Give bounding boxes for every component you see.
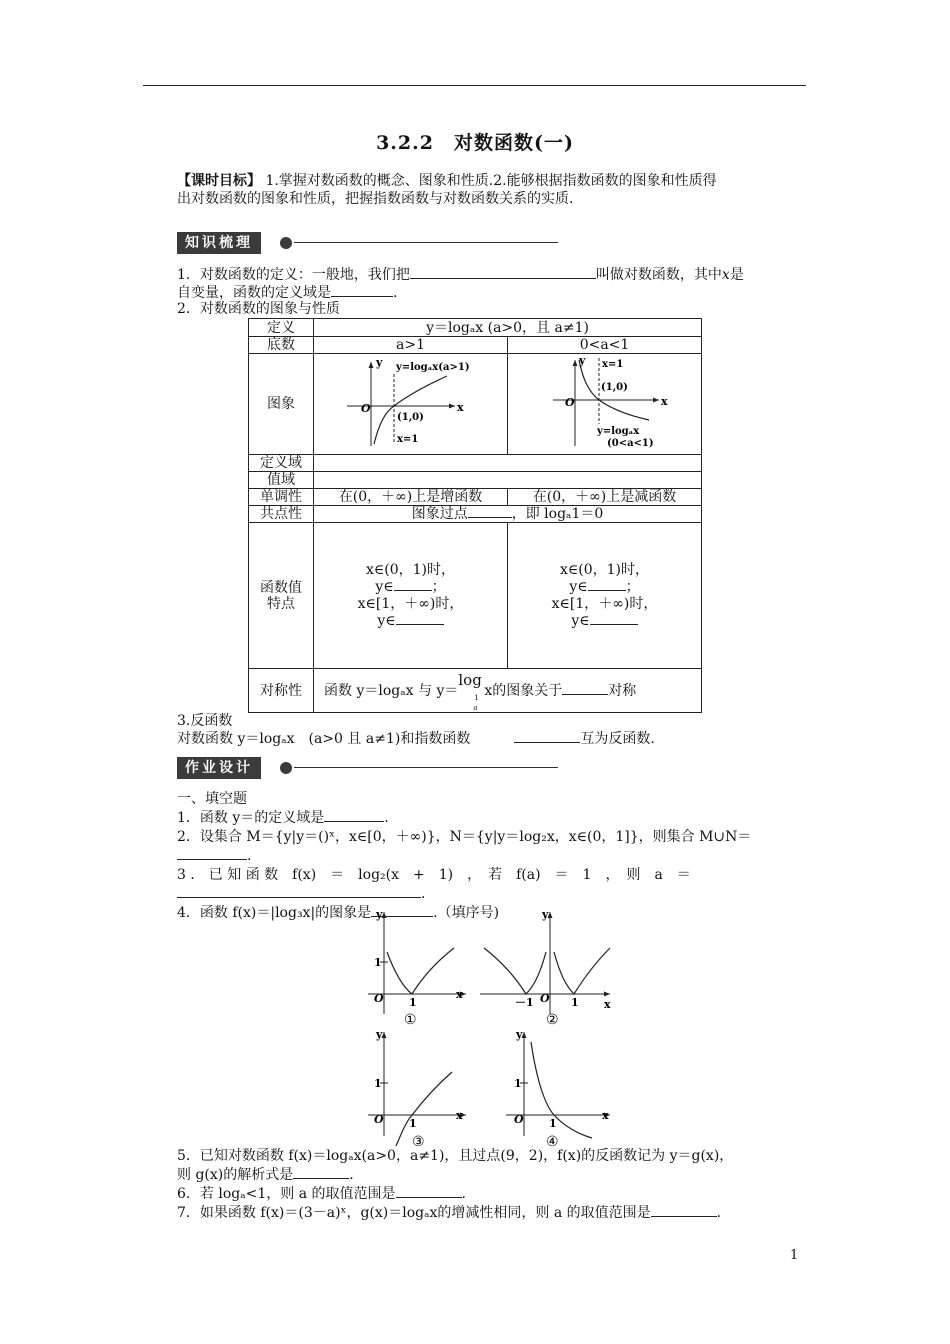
section-homework-label: 作业设计 <box>177 757 261 779</box>
answer-blank[interactable] <box>396 1197 462 1198</box>
exercise-heading: 一、填空题 <box>177 791 247 807</box>
svg-text:1: 1 <box>374 956 382 969</box>
question-4: 4．函数 f(x)＝|log₃x|的图象是 .（填序号) <box>177 905 500 921</box>
lesson-goal <box>177 172 807 208</box>
svg-text:1: 1 <box>409 1117 417 1130</box>
row-label-domain: 定义域 <box>249 455 314 472</box>
svg-text:y=logₐx: y=logₐx <box>596 426 639 437</box>
answer-blank[interactable] <box>293 1178 349 1179</box>
svg-text:(0<a<1): (0<a<1) <box>606 438 654 449</box>
svg-text:O: O <box>374 1113 384 1126</box>
row-label-monotonicity: 单调性 <box>249 489 314 506</box>
question-6: 6．若 logₐ<1，则 a 的取值范围是 . <box>177 1186 466 1202</box>
page-title: 3.2.2 对数函数(一) <box>376 132 574 154</box>
question-2: 2．设集合 M＝{y|y＝()ˣ，x∈[0，＋∞)}，N＝{y|y＝log₂x，x∈(0，1]}，则集合 M∪N＝ <box>177 829 752 845</box>
graph-increasing <box>314 354 508 455</box>
definition-value: y＝logₐx (a>0，且 a≠1) <box>314 319 702 337</box>
knowledge-item-1: 1．对数函数的定义：一般地，我们把 叫做对数函数，其中x是 自变量，函数的定义域是 . <box>177 267 744 301</box>
svg-text:O: O <box>540 992 550 1005</box>
svg-text:y: y <box>578 354 585 367</box>
answer-blank[interactable] <box>588 590 626 591</box>
common-point-cell: 图象过点 ，即 logₐ1＝0 <box>314 506 702 523</box>
answer-blank[interactable] <box>177 897 421 898</box>
svg-text:O: O <box>564 396 575 409</box>
range-cell <box>314 472 702 489</box>
domain-cell <box>314 455 702 472</box>
svg-text:y: y <box>542 908 549 921</box>
bullet-dot-icon <box>280 237 292 249</box>
row-label-common-point: 共点性 <box>249 506 314 523</box>
svg-text:1: 1 <box>374 1077 382 1090</box>
graph-option-4[interactable] <box>506 1028 610 1150</box>
knowledge-item-3: 3.反函数 对数函数 y＝logₐx (a>0 且 a≠1)和指数函数 互为反函数. <box>177 713 655 747</box>
section-knowledge-label: 知识梳理 <box>177 232 261 254</box>
exercises-continued <box>177 1147 807 1223</box>
exercises <box>177 790 807 923</box>
svg-text:1: 1 <box>571 996 579 1009</box>
svg-text:(1,0): (1,0) <box>600 382 628 393</box>
svg-text:y: y <box>376 1028 383 1041</box>
log-graph-decreasing <box>509 354 701 450</box>
svg-text:O: O <box>514 1113 524 1126</box>
svg-text:O: O <box>374 992 384 1005</box>
base-lt1: 0<a<1 <box>508 337 702 354</box>
answer-blank[interactable] <box>396 624 444 625</box>
answer-blank[interactable] <box>562 694 608 695</box>
answer-blank[interactable] <box>324 821 384 822</box>
answer-blank[interactable] <box>410 278 596 279</box>
bullet-dot-icon <box>280 762 292 774</box>
row-label-base: 底数 <box>249 337 314 354</box>
question-2-blank: . <box>177 847 807 866</box>
page-number: 1 <box>790 1248 799 1263</box>
svg-text:1: 1 <box>409 996 417 1009</box>
svg-text:x: x <box>456 988 463 1001</box>
row-label-values: 函数值 特点 <box>249 523 314 669</box>
property-table <box>248 318 702 713</box>
svg-text:(1,0): (1,0) <box>396 412 424 423</box>
answer-blank[interactable] <box>468 517 512 518</box>
svg-text:1: 1 <box>514 1077 522 1090</box>
svg-text:x: x <box>456 1109 463 1122</box>
row-label-graph: 图象 <box>249 354 314 455</box>
answer-blank[interactable] <box>394 590 432 591</box>
mono-lt1: 在(0，＋∞)上是减函数 <box>508 489 702 506</box>
symmetry-cell: 函数 y＝logₐx 与 y＝ log 1 a x的图象关于 对称 <box>314 669 702 713</box>
question-1: 1．函数 y＝的定义域是 . <box>177 810 389 826</box>
svg-text:O: O <box>360 402 371 415</box>
goal-text-2: 出对数函数的图象和性质，把握指数函数与对数函数关系的实质. <box>177 191 574 207</box>
knowledge-item-2: 2．对数函数的图象与性质 <box>177 301 340 317</box>
base-gt1: a>1 <box>314 337 508 354</box>
svg-text:x: x <box>660 395 668 408</box>
answer-blank[interactable] <box>590 624 638 625</box>
goal-text-1: 1.掌握对数函数的概念、图象和性质.2.能够根据指数函数的图象和性质得 <box>265 173 717 189</box>
svg-text:x=1: x=1 <box>601 359 623 370</box>
question-4-graphs <box>360 906 620 1152</box>
question-3-blank: . <box>177 885 807 904</box>
answer-blank[interactable] <box>651 1216 717 1217</box>
section-homework <box>177 757 558 779</box>
goal-tag: 【课时目标】 <box>177 173 261 189</box>
question-7: 7．如果函数 f(x)＝(3－a)ˣ，g(x)＝logₐx的增减性相同，则 a 的取值范围是 . <box>177 1205 722 1221</box>
svg-text:y: y <box>376 908 383 921</box>
row-label-symmetry: 对称性 <box>249 669 314 713</box>
answer-blank[interactable] <box>514 742 580 743</box>
answer-blank[interactable] <box>177 859 247 860</box>
section-rule <box>294 767 558 768</box>
values-lt1: x∈(0，1)时， y∈ ； x∈[1，＋∞)时， y∈ <box>508 523 702 669</box>
section-rule <box>294 242 558 243</box>
svg-text:y=logₐx(a>1): y=logₐx(a>1) <box>395 362 470 373</box>
svg-text:x: x <box>604 998 611 1011</box>
svg-text:①: ① <box>404 1012 417 1028</box>
log-graph-increasing <box>315 354 507 450</box>
svg-text:x: x <box>456 401 464 414</box>
svg-text:②: ② <box>546 1012 559 1028</box>
question-5-line-2: 则 g(x)的解析式是 . <box>177 1167 354 1183</box>
svg-text:④: ④ <box>546 1134 559 1150</box>
graph-decreasing <box>508 354 702 455</box>
mono-gt1: 在(0，＋∞)上是增函数 <box>314 489 508 506</box>
graph-option-3[interactable] <box>368 1028 466 1150</box>
row-label-definition: 定义 <box>249 319 314 337</box>
question-3: 3 ． 已 知 函 数 f(x) ＝ log₂(x + 1) ， 若 f(a) ＝ 1 ， 则 a ＝ <box>177 867 691 883</box>
row-label-range: 值域 <box>249 472 314 489</box>
svg-text:③: ③ <box>412 1134 425 1150</box>
question-5: 5．已知对数函数 f(x)＝logₐx(a>0，a≠1)，且过点(9，2)，f(x)的反函数记为 y＝g(x)， <box>177 1148 734 1164</box>
svg-text:y: y <box>375 356 382 369</box>
svg-text:x=1: x=1 <box>396 434 418 445</box>
header-rule <box>143 85 806 86</box>
section-knowledge <box>177 232 558 254</box>
svg-text:x: x <box>602 1109 609 1122</box>
svg-text:1: 1 <box>549 1117 557 1130</box>
svg-text:－1: －1 <box>515 996 534 1009</box>
graph-option-1[interactable] <box>368 908 466 1028</box>
answer-blank[interactable] <box>331 296 393 297</box>
graph-option-2[interactable] <box>480 908 611 1028</box>
values-gt1: x∈(0，1)时， y∈ ； x∈[1，＋∞)时， y∈ <box>314 523 508 669</box>
svg-text:y: y <box>516 1028 523 1041</box>
